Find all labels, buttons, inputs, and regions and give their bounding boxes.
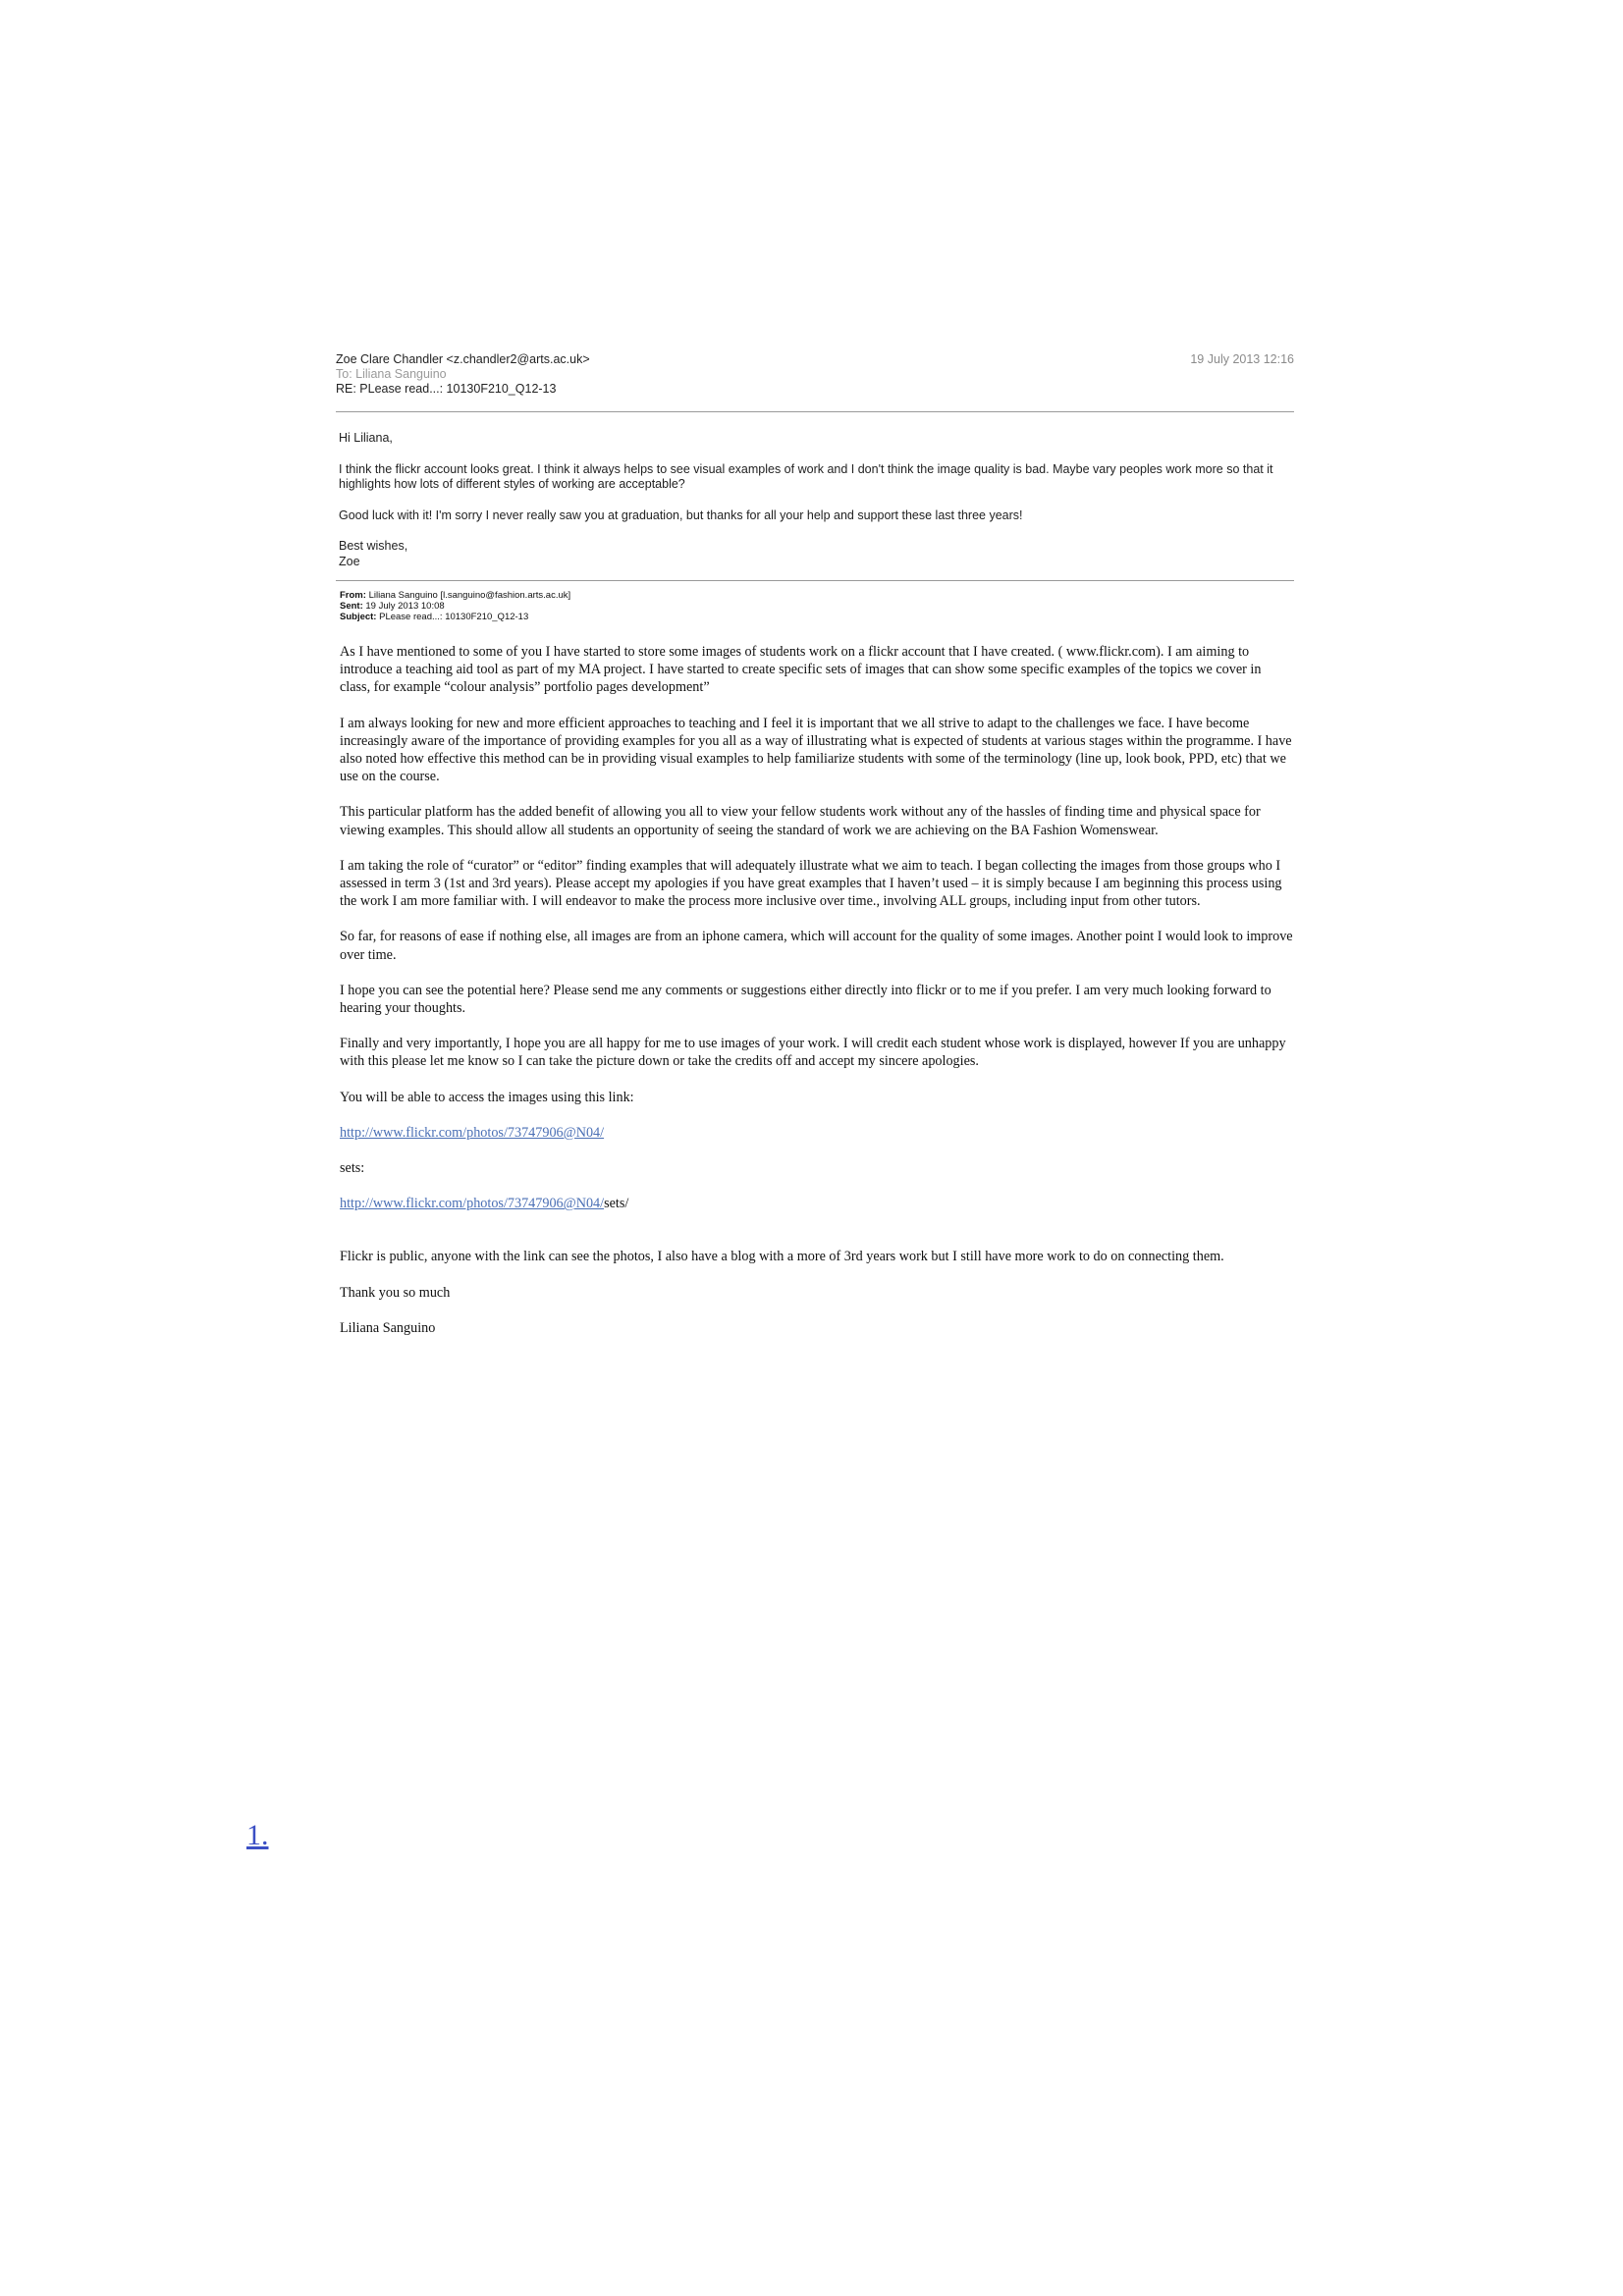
footnote-marker[interactable]: 1.: [246, 1819, 269, 1851]
body-paragraph: This particular platform has the added benefit of allowing you all to view your fellow students work without any of the hassles of finding time and physical space for viewing examples. This should allow all students an opportunity of seeing the standard of work we are achieving on the BA Fashion Womenswear.: [340, 804, 1261, 838]
reply-signature: Zoe: [339, 554, 360, 568]
reply-body: [339, 431, 1293, 569]
access-text: You will be able to access the images using this link:: [340, 1089, 634, 1105]
flickr-photos-link[interactable]: http://www.flickr.com/photos/73747906@N04/: [340, 1124, 605, 1141]
reply-signoff: Best wishes,: [339, 539, 408, 553]
body-paragraph: I hope you can see the potential here? Please send me any comments or suggestions either directly into flickr or to me if you prefer. I am very much looking forward to hearing your thoughts.: [340, 982, 1271, 1017]
body-paragraph: I am always looking for new and more efficient approaches to teaching and I feel it is important that we all strive to adapt to the challenges we face. I have become increasingly aware of the importance of providing examples for you all as a way of illustrating what is expected of students at various stages within the programme. I have also noted how effective this method can be in providing visual examples to help familiarize students with some of the terminology (line up, look book, PPD, etc) that we use on the course.: [340, 715, 1292, 785]
subject-line: RE: PLease read...: 10130F210_Q12-13: [336, 382, 557, 396]
recipient-line: [336, 367, 1294, 382]
quoted-header: [340, 590, 1282, 622]
quoted-body: [340, 643, 1294, 1355]
quoted-from: From: Liliana Sanguino [l.sanguino@fashion.arts.ac.uk]: [340, 590, 571, 601]
to-label: To:: [336, 367, 352, 381]
body-paragraph: Finally and very importantly, I hope you are all happy for me to use images of your work. I will credit each student whose work is displayed, however If you are unhappy with this please let me know so I can take the picture down or take the credits off and accept my sincere apologies.: [340, 1036, 1286, 1070]
sets-link-suffix: sets/: [604, 1196, 629, 1212]
sender-line: Zoe Clare Chandler <z.chandler2@arts.ac.uk>: [336, 352, 590, 366]
email-date: 19 July 2013 12:16: [1190, 352, 1294, 366]
quoted-sent: Sent: 19 July 2013 10:08: [340, 601, 445, 612]
body-paragraph: I am taking the role of “curator” or “editor” finding examples that will adequately illustrate what we aim to teach. I began collecting the images from those groups who I assessed in term 3 (1st and 3rd years). Please accept my apologies if you have great examples that I haven’t used – it is simply because I am beginning this process using the work I am more familiar with. I will endeavor to make the process more inclusive over time., involving ALL groups, including input from other tutors.: [340, 857, 1282, 910]
reply-paragraph: Good luck with it! I'm sorry I never really saw you at graduation, but thanks for all your help and support these last three years!: [339, 507, 1023, 522]
to-name: Liliana Sanguino: [355, 367, 447, 381]
closing-thanks: Thank you so much: [340, 1284, 451, 1301]
body-paragraph: As I have mentioned to some of you I have started to store some images of students work on a flickr account that I have created. ( www.flickr.com). I am aiming to introduce a teaching aid tool as part of my MA project. I have started to create specific sets of images that can show some specific examples of the topics we cover in class, for example “colour analysis” portfolio pages development”: [340, 644, 1262, 696]
body-paragraph: Flickr is public, anyone with the link can see the photos, I also have a blog with a more of 3rd years work but I still have more work to do on connecting them.: [340, 1249, 1224, 1265]
quote-divider: [336, 580, 1294, 581]
reply-greeting: Hi Liliana,: [339, 431, 393, 445]
reply-paragraph: I think the flickr account looks great. I think it always helps to see visual examples of work and I don't think the image quality is bad. Maybe vary peoples work more so that it highlights how lots of different styles of working are acceptable?: [339, 461, 1273, 491]
email-header: [336, 352, 1294, 397]
flickr-sets-link[interactable]: http://www.flickr.com/photos/73747906@N04/: [340, 1196, 605, 1212]
sets-label: sets:: [340, 1160, 365, 1177]
header-divider: [336, 411, 1294, 412]
flickr-link-paragraph: [340, 1124, 1294, 1142]
body-paragraph: So far, for reasons of ease if nothing else, all images are from an iphone camera, which will account for the quality of some images. Another point I would look to improve over time.: [340, 929, 1293, 963]
quoted-subject: Subject: PLease read...: 10130F210_Q12-13: [340, 612, 529, 622]
flickr-sets-paragraph: [340, 1195, 1294, 1212]
closing-signature: Liliana Sanguino: [340, 1319, 436, 1336]
